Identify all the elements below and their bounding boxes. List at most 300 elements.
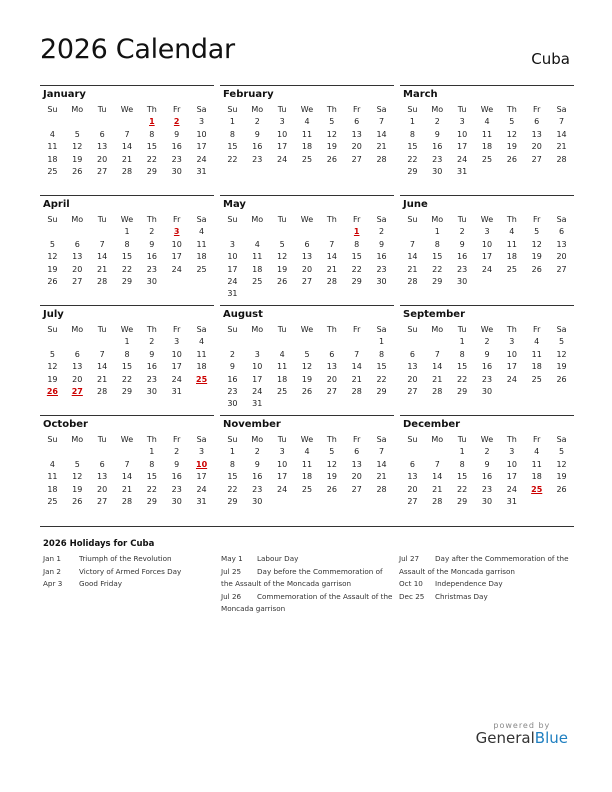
day-cell: 7 <box>434 459 440 469</box>
empty-cell <box>90 446 115 458</box>
page-title: 2026 Calendar <box>40 34 235 65</box>
day-cell: 18 <box>481 142 493 152</box>
month-name: December <box>403 419 461 430</box>
day-cell: 12 <box>326 459 337 469</box>
day-cell: 21 <box>376 142 387 152</box>
day-cell: 6 <box>99 459 105 469</box>
day-cell: 30 <box>252 496 263 506</box>
day-cell: 29 <box>121 276 133 286</box>
day-cell: 24 <box>506 484 517 494</box>
brand-name-general: General <box>475 729 535 747</box>
day-cell: 17 <box>196 472 207 482</box>
day-cell: 24 <box>252 386 263 396</box>
weekday-header: Su <box>227 215 238 224</box>
day-cell: 20 <box>351 472 362 482</box>
day-cell: 10 <box>506 349 517 359</box>
day-cell: 14 <box>407 252 418 262</box>
empty-cell <box>400 226 425 238</box>
day-cell: 31 <box>196 496 207 506</box>
holiday-day: 1 <box>149 117 155 127</box>
day-cell: 3 <box>174 337 180 347</box>
day-cell: 5 <box>279 239 285 249</box>
day-cell: 28 <box>407 276 418 286</box>
weekday-header: Th <box>506 215 517 224</box>
day-cell: 12 <box>277 252 288 262</box>
day-cell: 27 <box>351 154 362 164</box>
weekday-header: Th <box>326 215 337 224</box>
day-cell: 22 <box>457 374 468 384</box>
weekday-header: Sa <box>196 325 207 334</box>
empty-cell <box>65 336 90 348</box>
day-cell: 17 <box>481 252 493 262</box>
day-cell: 3 <box>459 117 465 127</box>
weekday-header: Sa <box>556 435 567 444</box>
day-cell: 29 <box>227 496 238 506</box>
weekday-header: Su <box>407 105 418 114</box>
day-cell: 7 <box>99 239 105 249</box>
day-cell: 13 <box>97 142 108 152</box>
day-cell: 14 <box>97 252 108 262</box>
holiday-item <box>399 591 574 604</box>
weekday-header: Tu <box>277 435 287 444</box>
day-grid <box>220 214 394 301</box>
day-cell: 15 <box>121 362 133 372</box>
weekday-header: Fr <box>353 435 361 444</box>
day-cell: 19 <box>531 252 542 262</box>
month-name: July <box>43 309 64 320</box>
day-cell: 14 <box>432 362 443 372</box>
day-cell: 25 <box>277 386 288 396</box>
brand-logo <box>476 730 568 747</box>
day-cell: 27 <box>72 276 83 286</box>
day-cell: 30 <box>171 166 182 176</box>
day-cell: 11 <box>506 239 517 249</box>
weekday-header: Tu <box>277 325 287 334</box>
empty-cell <box>400 446 425 458</box>
day-cell: 29 <box>121 386 133 396</box>
day-cell: 16 <box>457 252 468 262</box>
day-cell: 12 <box>326 129 337 139</box>
month-november <box>220 415 394 525</box>
holiday-date: Jan 1 <box>43 554 61 563</box>
month-name: October <box>43 419 88 430</box>
month-name: September <box>403 309 465 320</box>
weekday-header: Mo <box>431 105 444 114</box>
branding[interactable] <box>476 721 568 747</box>
day-cell: 30 <box>457 276 468 286</box>
empty-cell <box>65 116 90 128</box>
weekday-header: We <box>480 215 494 224</box>
holiday-name: Day before the Commemoration of the Assault of the Moncada garrison <box>221 566 383 588</box>
day-cell: 1 <box>409 117 415 127</box>
day-cell: 29 <box>351 276 362 286</box>
day-cell: 15 <box>407 142 418 152</box>
day-cell: 6 <box>304 239 310 249</box>
day-cell: 28 <box>121 496 133 506</box>
day-cell: 26 <box>556 374 567 384</box>
holiday-date: Jan 2 <box>43 566 61 576</box>
holiday-day: 10 <box>196 459 208 469</box>
day-cell: 31 <box>506 496 517 506</box>
day-cell: 25 <box>531 374 542 384</box>
month-july <box>40 305 214 415</box>
day-cell: 26 <box>72 496 83 506</box>
day-cell: 24 <box>457 154 468 164</box>
holiday-date: Jul 26 <box>221 591 242 601</box>
day-cell: 8 <box>149 129 155 139</box>
month-december <box>400 415 574 525</box>
day-cell: 24 <box>227 276 238 286</box>
month-august <box>220 305 394 415</box>
day-cell: 31 <box>252 399 263 409</box>
day-cell: 1 <box>379 337 385 347</box>
day-cell: 19 <box>326 472 337 482</box>
day-cell: 6 <box>74 349 80 359</box>
day-cell: 25 <box>301 154 313 164</box>
day-cell: 14 <box>97 362 108 372</box>
day-cell: 11 <box>531 459 542 469</box>
empty-cell <box>344 336 369 348</box>
holiday-day: 3 <box>173 227 180 237</box>
day-cell: 22 <box>227 154 238 164</box>
day-cell: 20 <box>351 142 362 152</box>
day-cell: 9 <box>174 459 180 469</box>
holiday-date: Oct 10 <box>399 579 423 588</box>
weekday-header: Su <box>227 325 238 334</box>
day-cell: 5 <box>329 447 335 457</box>
holiday-name: Commemoration of the Assault of the Moncada garrison <box>221 591 393 613</box>
day-cell: 18 <box>277 374 288 384</box>
day-cell: 29 <box>146 166 157 176</box>
day-cell: 22 <box>146 154 157 164</box>
day-cell: 15 <box>146 472 157 482</box>
day-cell: 5 <box>304 349 310 359</box>
day-cell: 9 <box>484 459 490 469</box>
empty-cell <box>40 446 65 458</box>
empty-cell <box>115 446 140 458</box>
weekday-header: Su <box>47 215 58 224</box>
holiday-name: Independence Day <box>435 579 503 588</box>
empty-cell <box>220 226 245 238</box>
holiday-name: Triumph of the Revolution <box>79 554 172 563</box>
day-cell: 20 <box>72 374 83 384</box>
day-grid <box>40 434 214 508</box>
day-cell: 1 <box>124 227 130 237</box>
day-cell: 2 <box>484 447 490 457</box>
day-cell: 26 <box>301 386 313 396</box>
month-name: February <box>223 89 274 100</box>
day-cell: 10 <box>171 239 182 249</box>
day-cell: 7 <box>329 239 335 249</box>
day-cell: 25 <box>506 264 517 274</box>
day-cell: 29 <box>457 496 468 506</box>
day-cell: 29 <box>457 386 468 396</box>
day-cell: 12 <box>301 362 313 372</box>
day-cell: 5 <box>74 459 80 469</box>
day-cell: 18 <box>47 154 58 164</box>
day-cell: 21 <box>121 484 133 494</box>
holiday-day: 25 <box>196 374 208 384</box>
weekday-header: Th <box>506 325 517 334</box>
day-cell: 2 <box>484 337 490 347</box>
day-cell: 1 <box>229 117 235 127</box>
day-cell: 9 <box>484 349 490 359</box>
day-cell: 19 <box>277 264 288 274</box>
weekday-header: Su <box>407 325 418 334</box>
day-cell: 23 <box>227 386 238 396</box>
day-cell: 10 <box>252 362 263 372</box>
day-cell: 14 <box>432 472 443 482</box>
month-name: March <box>403 89 438 100</box>
holiday-item <box>221 553 396 566</box>
day-cell: 21 <box>121 154 133 164</box>
day-cell: 27 <box>407 496 418 506</box>
day-cell: 7 <box>379 447 385 457</box>
day-cell: 6 <box>354 117 360 127</box>
weekday-header: Sa <box>376 435 387 444</box>
day-cell: 21 <box>97 374 108 384</box>
day-cell: 10 <box>481 239 493 249</box>
month-name: November <box>223 419 281 430</box>
day-cell: 11 <box>47 472 58 482</box>
day-cell: 23 <box>171 154 182 164</box>
holiday-item <box>399 553 574 578</box>
weekday-header: Su <box>47 435 58 444</box>
day-cell: 12 <box>506 129 517 139</box>
day-cell: 30 <box>376 276 387 286</box>
day-cell: 4 <box>304 117 310 127</box>
holiday-name: Christmas Day <box>435 591 488 601</box>
day-cell: 15 <box>121 252 133 262</box>
day-cell: 30 <box>227 399 238 409</box>
day-grid <box>220 104 394 166</box>
day-cell: 20 <box>72 264 83 274</box>
day-cell: 9 <box>254 459 260 469</box>
day-cell: 16 <box>252 142 263 152</box>
weekday-header: Th <box>326 105 337 114</box>
day-cell: 3 <box>279 447 285 457</box>
day-cell: 12 <box>72 142 83 152</box>
holiday-day: 2 <box>173 117 180 127</box>
day-cell: 2 <box>229 349 235 359</box>
weekday-header: Sa <box>376 105 387 114</box>
day-cell: 18 <box>531 362 542 372</box>
day-cell: 14 <box>121 472 133 482</box>
holidays-columns <box>40 553 574 616</box>
day-cell: 17 <box>277 472 288 482</box>
day-cell: 24 <box>171 374 182 384</box>
day-cell: 8 <box>229 459 235 469</box>
weekday-header: Mo <box>71 215 84 224</box>
day-cell: 15 <box>376 362 387 372</box>
day-cell: 25 <box>252 276 263 286</box>
weekday-header: Su <box>227 435 238 444</box>
day-cell: 24 <box>196 484 207 494</box>
day-cell: 4 <box>484 117 490 127</box>
empty-cell <box>245 336 270 348</box>
day-cell: 20 <box>407 374 418 384</box>
day-cell: 19 <box>556 472 567 482</box>
day-cell: 16 <box>171 472 182 482</box>
day-cell: 17 <box>252 374 263 384</box>
day-cell: 14 <box>556 129 567 139</box>
day-cell: 4 <box>199 337 205 347</box>
day-cell: 22 <box>407 154 418 164</box>
day-cell: 13 <box>351 129 362 139</box>
day-cell: 23 <box>457 264 468 274</box>
weekday-header: Su <box>47 325 58 334</box>
empty-cell <box>270 226 295 238</box>
day-cell: 28 <box>556 154 567 164</box>
day-cell: 10 <box>277 459 288 469</box>
day-cell: 23 <box>146 374 157 384</box>
day-cell: 2 <box>434 117 440 127</box>
day-cell: 25 <box>47 496 58 506</box>
day-cell: 25 <box>47 166 58 176</box>
day-cell: 21 <box>97 264 108 274</box>
month-row <box>40 415 574 525</box>
empty-cell <box>319 226 344 238</box>
day-cell: 13 <box>556 239 567 249</box>
day-cell: 26 <box>556 484 567 494</box>
day-cell: 28 <box>376 484 387 494</box>
weekday-header: Th <box>326 325 337 334</box>
day-cell: 19 <box>506 142 517 152</box>
day-cell: 16 <box>481 362 493 372</box>
weekday-header: We <box>300 435 314 444</box>
weekday-header: Fr <box>533 105 541 114</box>
day-cell: 24 <box>481 264 493 274</box>
day-cell: 21 <box>556 142 567 152</box>
day-cell: 22 <box>121 374 133 384</box>
day-cell: 26 <box>531 264 542 274</box>
day-cell: 20 <box>407 484 418 494</box>
day-cell: 8 <box>124 349 130 359</box>
day-cell: 17 <box>227 264 238 274</box>
day-cell: 21 <box>432 484 443 494</box>
day-cell: 3 <box>509 337 515 347</box>
day-cell: 11 <box>47 142 58 152</box>
day-cell: 7 <box>379 117 385 127</box>
day-cell: 2 <box>459 227 465 237</box>
day-cell: 9 <box>174 129 180 139</box>
day-cell: 11 <box>301 129 313 139</box>
day-cell: 15 <box>227 142 238 152</box>
day-cell: 2 <box>254 447 260 457</box>
day-cell: 11 <box>301 459 313 469</box>
day-cell: 28 <box>97 386 108 396</box>
day-cell: 11 <box>196 349 207 359</box>
day-cell: 6 <box>409 349 415 359</box>
day-cell: 23 <box>376 264 387 274</box>
day-cell: 5 <box>74 129 80 139</box>
empty-cell <box>65 226 90 238</box>
day-cell: 27 <box>97 496 108 506</box>
weekday-header: Su <box>407 435 418 444</box>
day-cell: 31 <box>227 289 238 299</box>
weekday-header: Fr <box>533 325 541 334</box>
day-cell: 10 <box>196 129 207 139</box>
day-cell: 12 <box>531 239 542 249</box>
day-cell: 6 <box>409 459 415 469</box>
weekday-header: Tu <box>97 105 107 114</box>
holiday-item <box>43 578 218 591</box>
brand-name-blue: Blue <box>534 729 568 747</box>
weekday-header: Sa <box>196 215 207 224</box>
day-cell: 19 <box>301 374 313 384</box>
day-cell: 29 <box>376 386 387 396</box>
weekday-header: We <box>480 325 494 334</box>
weekday-header: Tu <box>457 105 467 114</box>
day-cell: 22 <box>227 484 238 494</box>
day-cell: 11 <box>196 239 207 249</box>
day-cell: 17 <box>277 142 288 152</box>
holidays-section <box>40 526 574 616</box>
day-cell: 14 <box>121 142 133 152</box>
weekday-header: Tu <box>97 215 107 224</box>
day-cell: 24 <box>196 154 207 164</box>
weekday-header: Mo <box>431 435 444 444</box>
powered-by-text: powered by <box>493 721 551 730</box>
day-cell: 6 <box>559 227 565 237</box>
holiday-date: May 1 <box>221 554 243 563</box>
holiday-item <box>399 578 574 591</box>
weekday-header: Mo <box>431 215 444 224</box>
month-february <box>220 85 394 195</box>
day-cell: 6 <box>534 117 540 127</box>
day-cell: 9 <box>459 239 465 249</box>
weekday-header: Mo <box>251 325 264 334</box>
day-cell: 5 <box>49 349 55 359</box>
day-cell: 29 <box>407 166 418 176</box>
empty-cell <box>115 116 140 128</box>
day-cell: 4 <box>49 129 55 139</box>
day-cell: 21 <box>351 374 362 384</box>
months-grid <box>40 85 574 525</box>
day-cell: 20 <box>97 484 108 494</box>
day-cell: 3 <box>199 117 205 127</box>
day-cell: 26 <box>47 276 58 286</box>
day-cell: 6 <box>74 239 80 249</box>
day-cell: 20 <box>531 142 542 152</box>
weekday-header: Sa <box>556 325 567 334</box>
day-grid <box>40 324 214 398</box>
weekday-header: Fr <box>353 325 361 334</box>
weekday-header: Sa <box>556 105 567 114</box>
day-cell: 4 <box>49 459 55 469</box>
day-cell: 9 <box>149 239 155 249</box>
holiday-name: Labour Day <box>257 554 299 563</box>
day-cell: 3 <box>484 227 490 237</box>
day-cell: 7 <box>354 349 360 359</box>
day-cell: 4 <box>534 447 540 457</box>
day-cell: 16 <box>252 472 263 482</box>
weekday-header: Th <box>506 105 517 114</box>
weekday-header: Tu <box>457 215 467 224</box>
empty-cell <box>400 336 425 348</box>
day-cell: 16 <box>146 252 157 262</box>
day-cell: 8 <box>149 459 155 469</box>
day-cell: 22 <box>376 374 387 384</box>
day-cell: 12 <box>47 362 58 372</box>
empty-cell <box>319 336 344 348</box>
weekday-header: Fr <box>173 105 181 114</box>
day-cell: 23 <box>252 484 263 494</box>
weekday-header: Sa <box>376 215 387 224</box>
day-cell: 18 <box>196 362 207 372</box>
weekday-header: Mo <box>71 105 84 114</box>
day-cell: 23 <box>146 264 157 274</box>
